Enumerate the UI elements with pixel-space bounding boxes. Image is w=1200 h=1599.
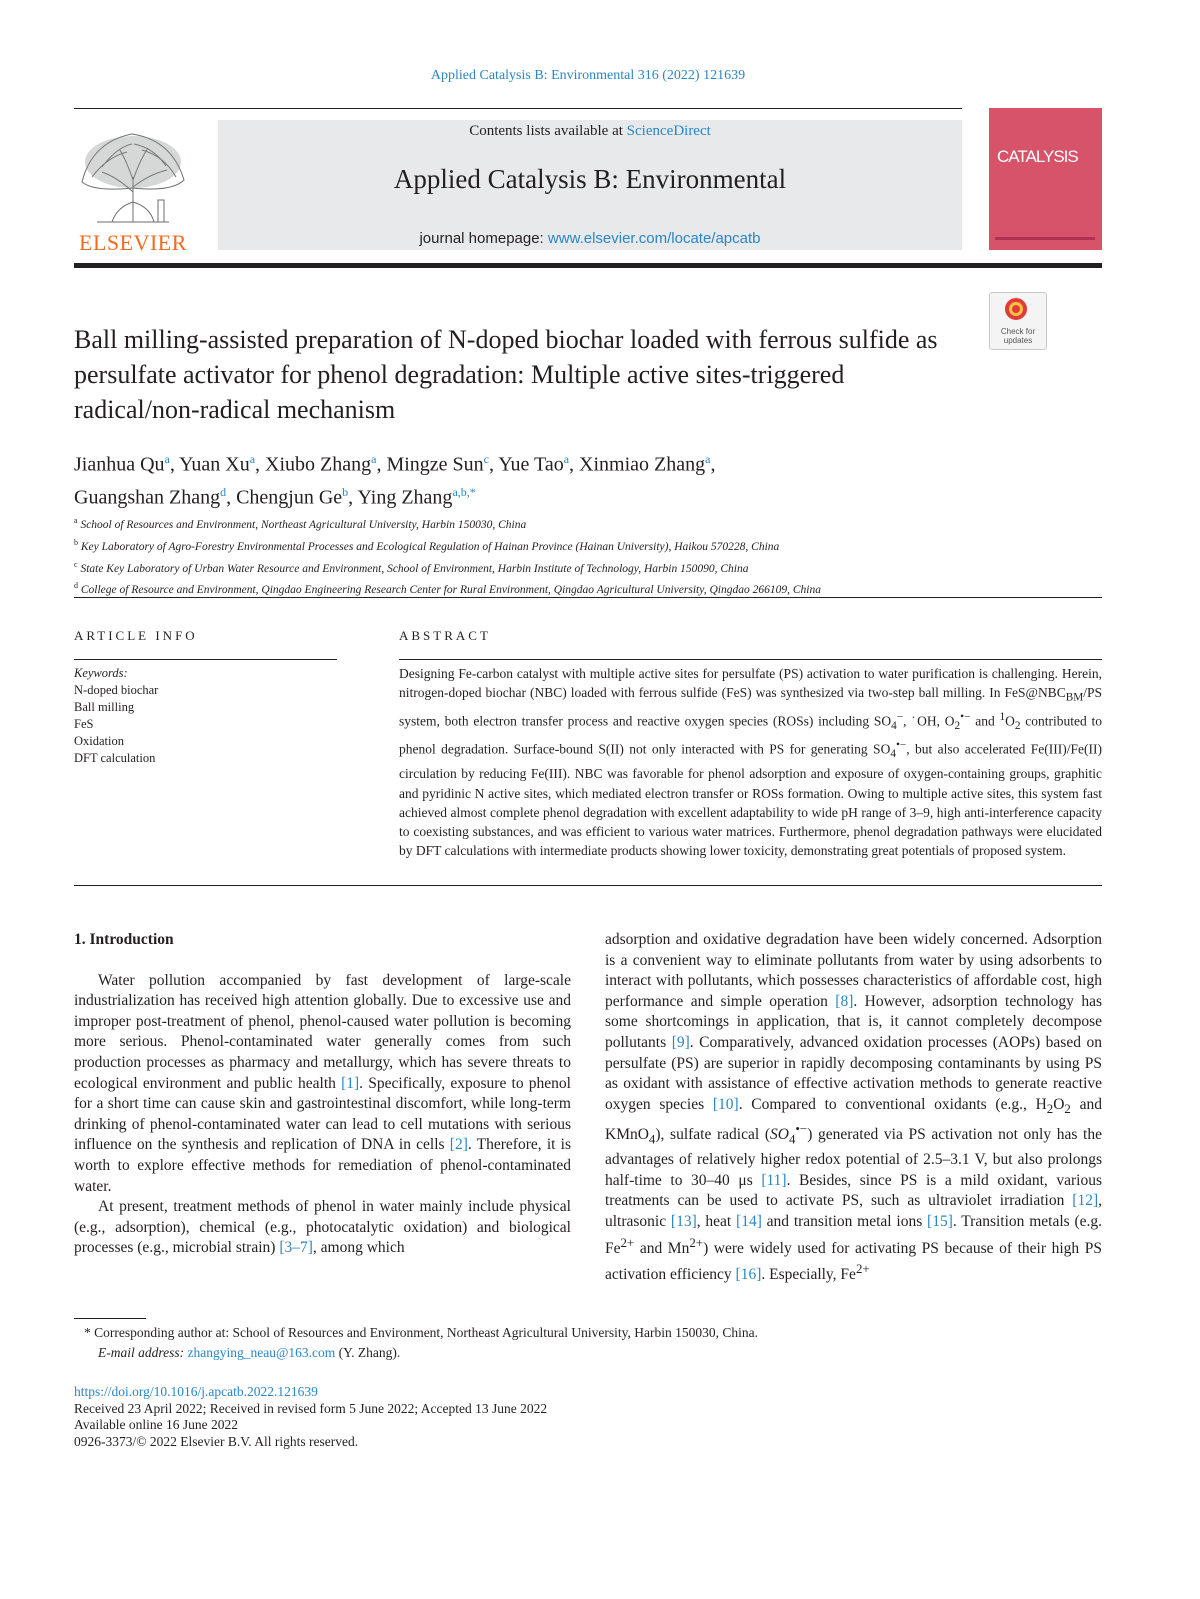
author-list: Jianhua Qu$^a$, Yuan Xu$^a$, Xiubo Zhang$^a$, Mingze Sun$^c$, Yue Tao$^a$, Xinmiao Zhang$^a$, Guangshan Zhang$^d$, Chengjun Ge$^b$, Ying Zhang$^{a,b,*}$ [74,452,716,509]
citation-link[interactable]: [12] [1072,1192,1099,1210]
check-for-updates-badge[interactable] [989,292,1047,350]
citation-link[interactable]: [2] [449,1136,468,1154]
header-thick-rule [74,263,1102,268]
article-info-heading: ARTICLE INFO [74,628,198,643]
author-name[interactable]: Yue Tao [498,453,564,476]
author-name[interactable]: Yuan Xu [179,453,250,476]
body-column-right [605,930,1102,1286]
keyword-item: DFT calculation [74,751,156,765]
body-column-left [74,930,571,1259]
citation-link[interactable]: [3–7] [279,1239,313,1257]
author-name[interactable]: Ying Zhang [357,486,453,509]
elsevier-wordmark: ELSEVIER [79,230,187,255]
check-updates-label: Check for updates [1000,327,1036,345]
author-aff[interactable]: b [342,484,349,499]
author-name[interactable]: Xiubo Zhang [265,453,372,476]
affiliation-item: $^d$ College of Resource and Environment, Qingdao Engineering Research Center for Rural Environment, Qingdao Agricultural University, Qingdao 266109, China [74,581,821,597]
header-rule [74,108,962,109]
author-aff[interactable]: a [249,452,256,466]
journal-reference[interactable]: Applied Catalysis B: Environmental 316 (2022) 121639 [430,68,746,83]
section-rule [74,597,1102,598]
author-aff[interactable]: a [371,452,377,466]
cover-strip [995,237,1095,240]
author-aff[interactable]: d [220,484,227,499]
affiliations [74,512,1102,599]
article-metadata [74,1378,1102,1450]
online-date: Available online 16 June 2022 [74,1417,238,1432]
author-name[interactable]: Guangshan Zhang [74,486,221,509]
author-name[interactable]: Jianhua Qu [74,453,165,476]
keyword-item: FeS [74,717,94,731]
intro-paragraph: Water pollution accompanied by fast development of large-scale industrialization has received high attention globally. Due to excessive use and improper post-treatment of phenol, phenol-caused water pollution is becoming more serious. Phenol-contaminated water generally comes from such production processes as pharmacy and metallurgy, which has severe threats to ecological environment and public health [1]. Specifically, exposure to phenol for a short time can cause skin and gastrointestinal discomfort, while long-term drinking of phenol-contaminated water can lead to cell mutations with serious influence on the synthesis and replication of DNA in cells [2]. Therefore, it is worth to explore effective methods for remediation of phenol-contaminated water. [74,971,571,1195]
footnote-rule [74,1318,146,1319]
cover-title: CATALYSIS [997,147,1078,166]
author-aff[interactable]: a [705,452,711,466]
doi-link[interactable]: https://doi.org/10.1016/j.apcatb.2022.121639 [74,1384,318,1399]
citation-link[interactable]: [11] [761,1171,787,1189]
author-aff[interactable]: a [164,452,170,466]
abstract-rule [399,659,1102,660]
citation-link[interactable]: [13] [670,1213,697,1231]
keyword-item: Ball milling [74,700,135,714]
check-updates-icon [1005,298,1027,320]
abstract-bottom-rule [74,885,1102,886]
intro-paragraph: adsorption and oxidative degradation have been widely concerned. Adsorption is a convenient way to eliminate pollutants from water by using adsorbents to interact with pollutants, which possesses characteristics of affordable cost, high performance and simple operation [8]. However, adsorption technology has some shortcomings in application, that is, it cannot completely decompose pollutants [9]. Comparatively, advanced oxidation processes (AOPs) based on persulfate (PS) are superior in rapidly decomposing contaminants by using PS as oxidant with assistance of effective activation methods to generate reactive oxygen species [10]. Compared to conventional oxidants (e.g., $H_2O_2$ and KMnO$_4$), sulfate radical $(SO_4^{•-})$ generated via PS activation not only has the advantages of relatively higher redox potential of 2.5–3.1 V, but also prolongs half-time to 30–40 μs [11]. Besides, since PS is a mild oxidant, various treatments can be used to activate PS, such as ultraviolet irradiation [12], ultrasonic [13], heat [14] and transition metal ions [15]. Transition metals (e.g. $Fe^{2+}$ and $Mn^{2+}$) were widely used for activating PS because of their high PS activation efficiency [16]. Especially, $Fe^{2+}$ [605,931,1103,1284]
introduction-heading: 1. Introduction [74,931,174,948]
elsevier-logo [72,122,194,256]
citation-link[interactable]: [16] [735,1266,762,1284]
affiliation-item: $^c$ State Key Laboratory of Urban Water Resource and Environment, School of Environment, Harbin Institute of Technology, Harbin 150090, China [74,559,749,575]
journal-banner [218,120,962,250]
contents-line: Contents lists available at ScienceDirect [469,123,711,139]
received-dates: Received 23 April 2022; Received in revised form 5 June 2022; Accepted 13 June 2022 [74,1400,548,1416]
corresponding-author-note: * Corresponding author at: School of Resources and Environment, Northeast Agricultural University, Harbin 150030, China. [84,1325,758,1340]
intro-paragraph: At present, treatment methods of phenol in water mainly include physical (e.g., adsorption), chemical (e.g., photocatalytic oxidation) and biological processes (e.g., microbial strain) [3–7], among which [74,1198,571,1257]
author-name[interactable]: Xinmiao Zhang [579,453,706,476]
copyright-line: 0926-3373/© 2022 Elsevier B.V. All rights reserved. [74,1433,359,1449]
journal-name: Applied Catalysis B: Environmental [393,164,787,194]
keyword-item: Oxidation [74,734,124,748]
author-name[interactable]: Chengjun Ge [236,486,343,509]
abstract-heading: ABSTRACT [399,628,491,643]
author-aff[interactable]: a [563,452,570,466]
journal-homepage: journal homepage: www.elsevier.com/locate/apcatb [419,230,761,247]
article-title: Ball milling-assisted preparation of N-doped biochar loaded with ferrous sulfide as persulfate activator for phenol degradation: Multiple active sites-triggered radical/non-radical mechanism [74,325,938,424]
email-link[interactable]: zhangying_neau@163.com [187,1345,336,1360]
author-aff[interactable]: c [483,452,489,466]
sciencedirect-link[interactable]: ScienceDirect [626,123,711,139]
author-name[interactable]: Mingze Sun [386,453,484,476]
citation-link[interactable]: [9] [671,1033,690,1051]
affiliation-item: $^b$ Key Laboratory of Agro-Forestry Environmental Processes and Ecological Regulation of Hainan Province (Hainan University), Haikou 570228, China [74,537,780,553]
affiliation-item: $^a$ School of Resources and Environment, Northeast Agricultural University, Harbin 150030, China [74,516,527,531]
keywords-label: Keywords: [74,666,128,680]
journal-cover[interactable] [989,108,1102,250]
citation-link[interactable]: [14] [736,1213,762,1231]
keyword-item: N-doped biochar [74,683,159,697]
elsevier-tree-icon [72,122,194,226]
citation-link[interactable]: [8] [835,992,854,1010]
citation-link[interactable]: [1] [341,1074,360,1092]
citation-link[interactable]: [10] [712,1095,739,1113]
citation-link[interactable]: [15] [927,1213,953,1231]
footnote [74,1323,1102,1363]
keywords [74,665,337,767]
homepage-link[interactable]: www.elsevier.com/locate/apcatb [547,230,761,247]
abstract-text: Designing Fe-carbon catalyst with multiple active sites for persulfate (PS) activation to water purification is challenging. Herein, nitrogen-doped biochar (NBC) loaded with ferrous sulfide (FeS) was synthesized via two-step ball milling. In $FeS@NBC_{BM}/PS$ system, both electron transfer process and reactive oxygen species (ROSs) including $SO_4^-$, ˙OH, $O_2^{•-}$ and $^1O_2$ contributed to phenol degradation. Surface-bound S(II) not only interacted with PS for generating $SO_4^{•-}$, but also accelerated Fe(III)/Fe(II) circulation by reducing Fe(III). NBC was favorable for phenol adsorption and exposure of oxygen-containing groups, graphitic and pyridinic N active sites, which mediated electron transfer or ROSs formation. Owing to multiple active sites, this system fast achieved almost complete phenol degradation with excellent adaptability to wide pH range of 3–9, high anti-interference capacity to coexisting substances, and was efficient to various water matrices. Furthermore, phenol degradation pathways were elucidated by DFT calculations with intermediate products showing lower toxicity, demonstrating great potentials of proposed system. [399,666,1102,858]
email-line: E-mail address: zhangying_neau@163.com (Y. Zhang). [98,1345,401,1360]
article-info-rule [74,659,337,660]
author-aff[interactable]: a,b,* [452,484,476,499]
